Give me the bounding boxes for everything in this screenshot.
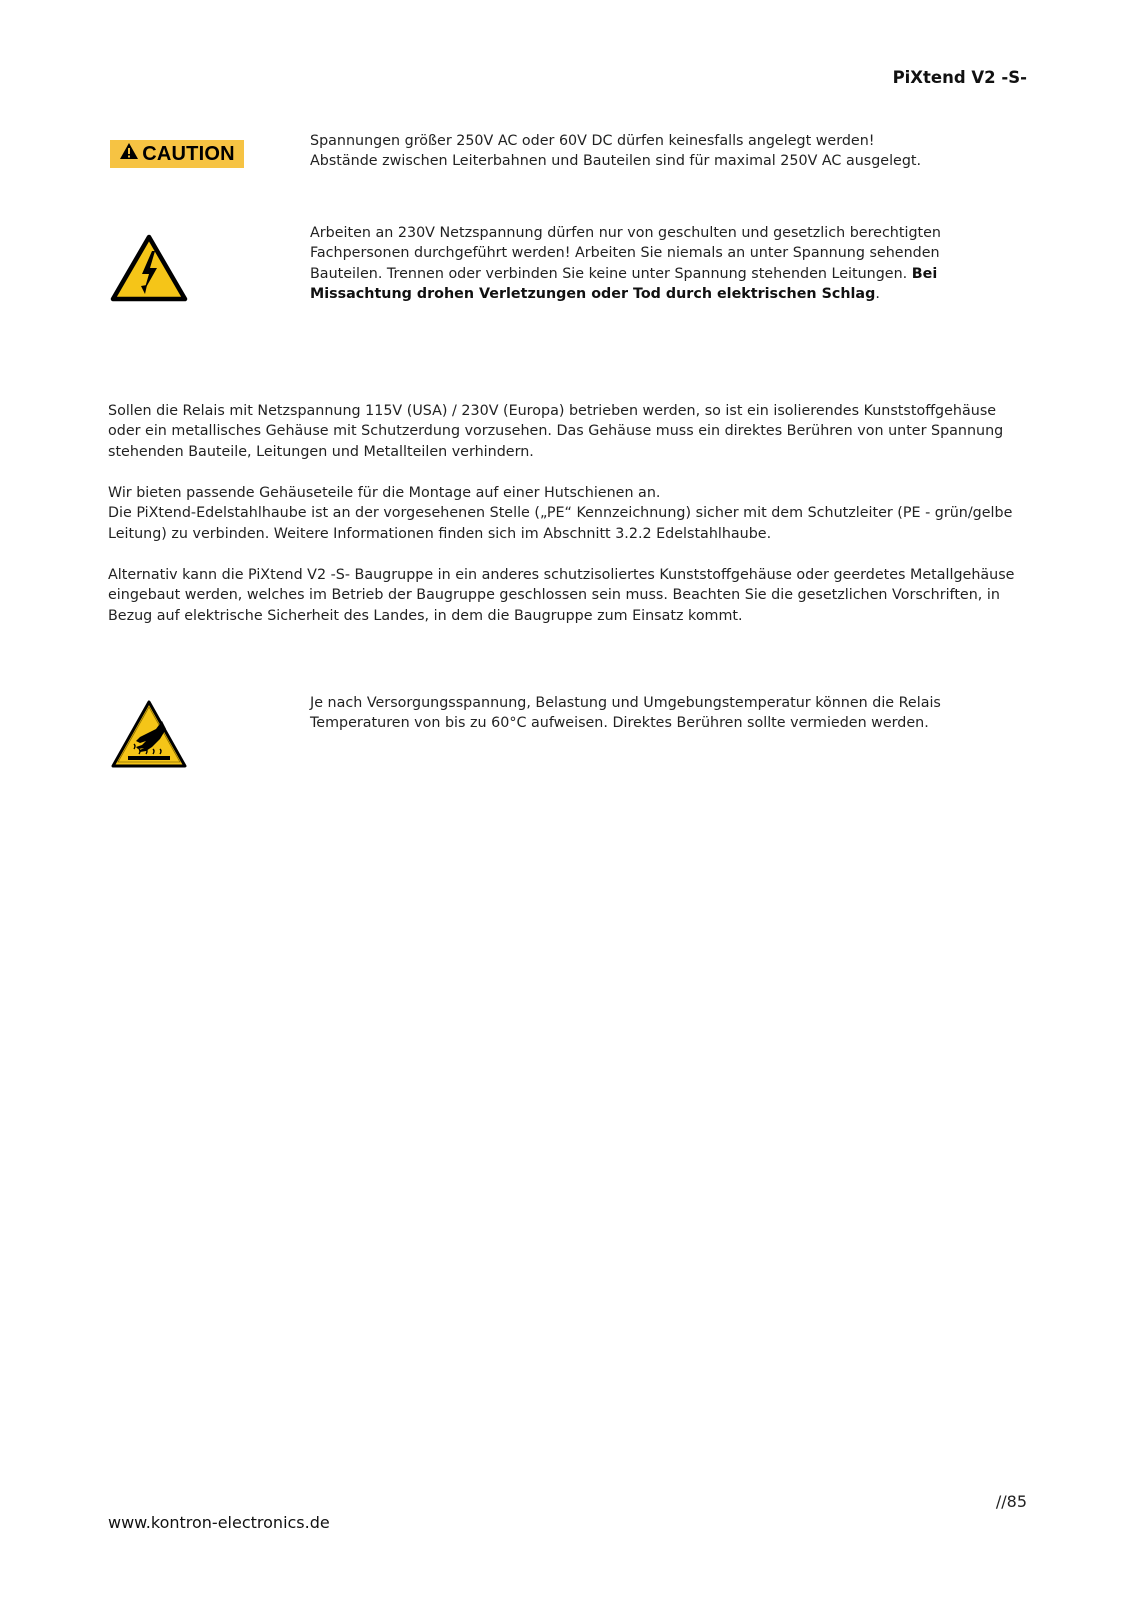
- electric-warning-end: .: [875, 285, 880, 302]
- caution-line-1: Spannungen größer 250V AC oder 60V DC dürfen keinesfalls angelegt werden!: [310, 133, 875, 149]
- body-paragraph-2: [108, 483, 1023, 544]
- electric-warning-body: Arbeiten an 230V Netzspannung dürfen nur von geschulten und gesetzlich berechtigten Fachpersonen durchgeführt werden! Arbeiten Sie niemals an unter Spannung sehenden Bauteilen. Trennen oder verbinden Sie keine unter Spannung stehenden Leitungen.: [310, 225, 941, 282]
- electric-warning-text: [310, 223, 1010, 304]
- hot-warning-text: [310, 693, 1010, 734]
- body-paragraph-3-text: Alternativ kann die PiXtend V2 -S- Baugruppe in ein anderes schutzisoliertes Kunststoffgehäuse oder geerdetes Metallgehäuse eingebaut werden, welches im Betrieb der Baugruppe geschlossen sein muss. Beachten Sie die gesetzlichen Vorschriften, in Bezug auf elektrische Sicherheit des Landes, in dem die Baugruppe zum Einsatz kommt.: [108, 567, 1015, 624]
- page-header-title: PiXtend V2 -S-: [892, 68, 1027, 87]
- page-number: //85: [995, 1492, 1027, 1511]
- footer-url: www.kontron-electronics.de: [108, 1513, 330, 1532]
- body-paragraph-2-line-2: Die PiXtend-Edelstahlhaube ist an der vorgesehenen Stelle („PE“ Kennzeichnung) sicher mit dem Schutzleiter (PE - grün/gelbe Leitung) zu verbinden. Weitere Informationen finden sich im Abschnitt 3.2.2 Edelstahlhaube.: [108, 505, 1013, 542]
- exclamation-triangle-icon: [119, 142, 139, 166]
- caution-text: [310, 131, 1030, 172]
- hot-warning-body: Je nach Versorgungsspannung, Belastung und Umgebungstemperatur können die Relais Temperaturen von bis zu 60°C aufweisen. Direktes Berühren sollte vermieden werden.: [310, 695, 941, 732]
- hot-surface-warning-icon: [110, 699, 188, 773]
- high-voltage-warning-icon: [110, 234, 188, 306]
- body-paragraph-1-text: Sollen die Relais mit Netzspannung 115V (USA) / 230V (Europa) betrieben werden, so ist ein isolierendes Kunststoffgehäuse oder ein metallisches Gehäuse mit Schutzerdung vorzusehen. Das Gehäuse muss ein direktes Berühren von unter Spannung stehenden Bauteile, Leitungen und Metallteilen verhindern.: [108, 403, 1004, 460]
- electric-warning-bold: Bei Missachtung drohen Verletzungen oder Tod durch elektrischen Schlag: [310, 265, 938, 302]
- body-paragraph-3: [108, 565, 1023, 626]
- caution-badge: [110, 140, 244, 168]
- caution-line-2: Abstände zwischen Leiterbahnen und Bauteilen sind für maximal 250V AC ausgelegt.: [310, 153, 922, 170]
- body-paragraph-2-line-1: Wir bieten passende Gehäuseteile für die Montage auf einer Hutschienen an.: [108, 485, 661, 501]
- caution-label: CAUTION: [142, 142, 235, 165]
- body-paragraph-1: [108, 401, 1023, 462]
